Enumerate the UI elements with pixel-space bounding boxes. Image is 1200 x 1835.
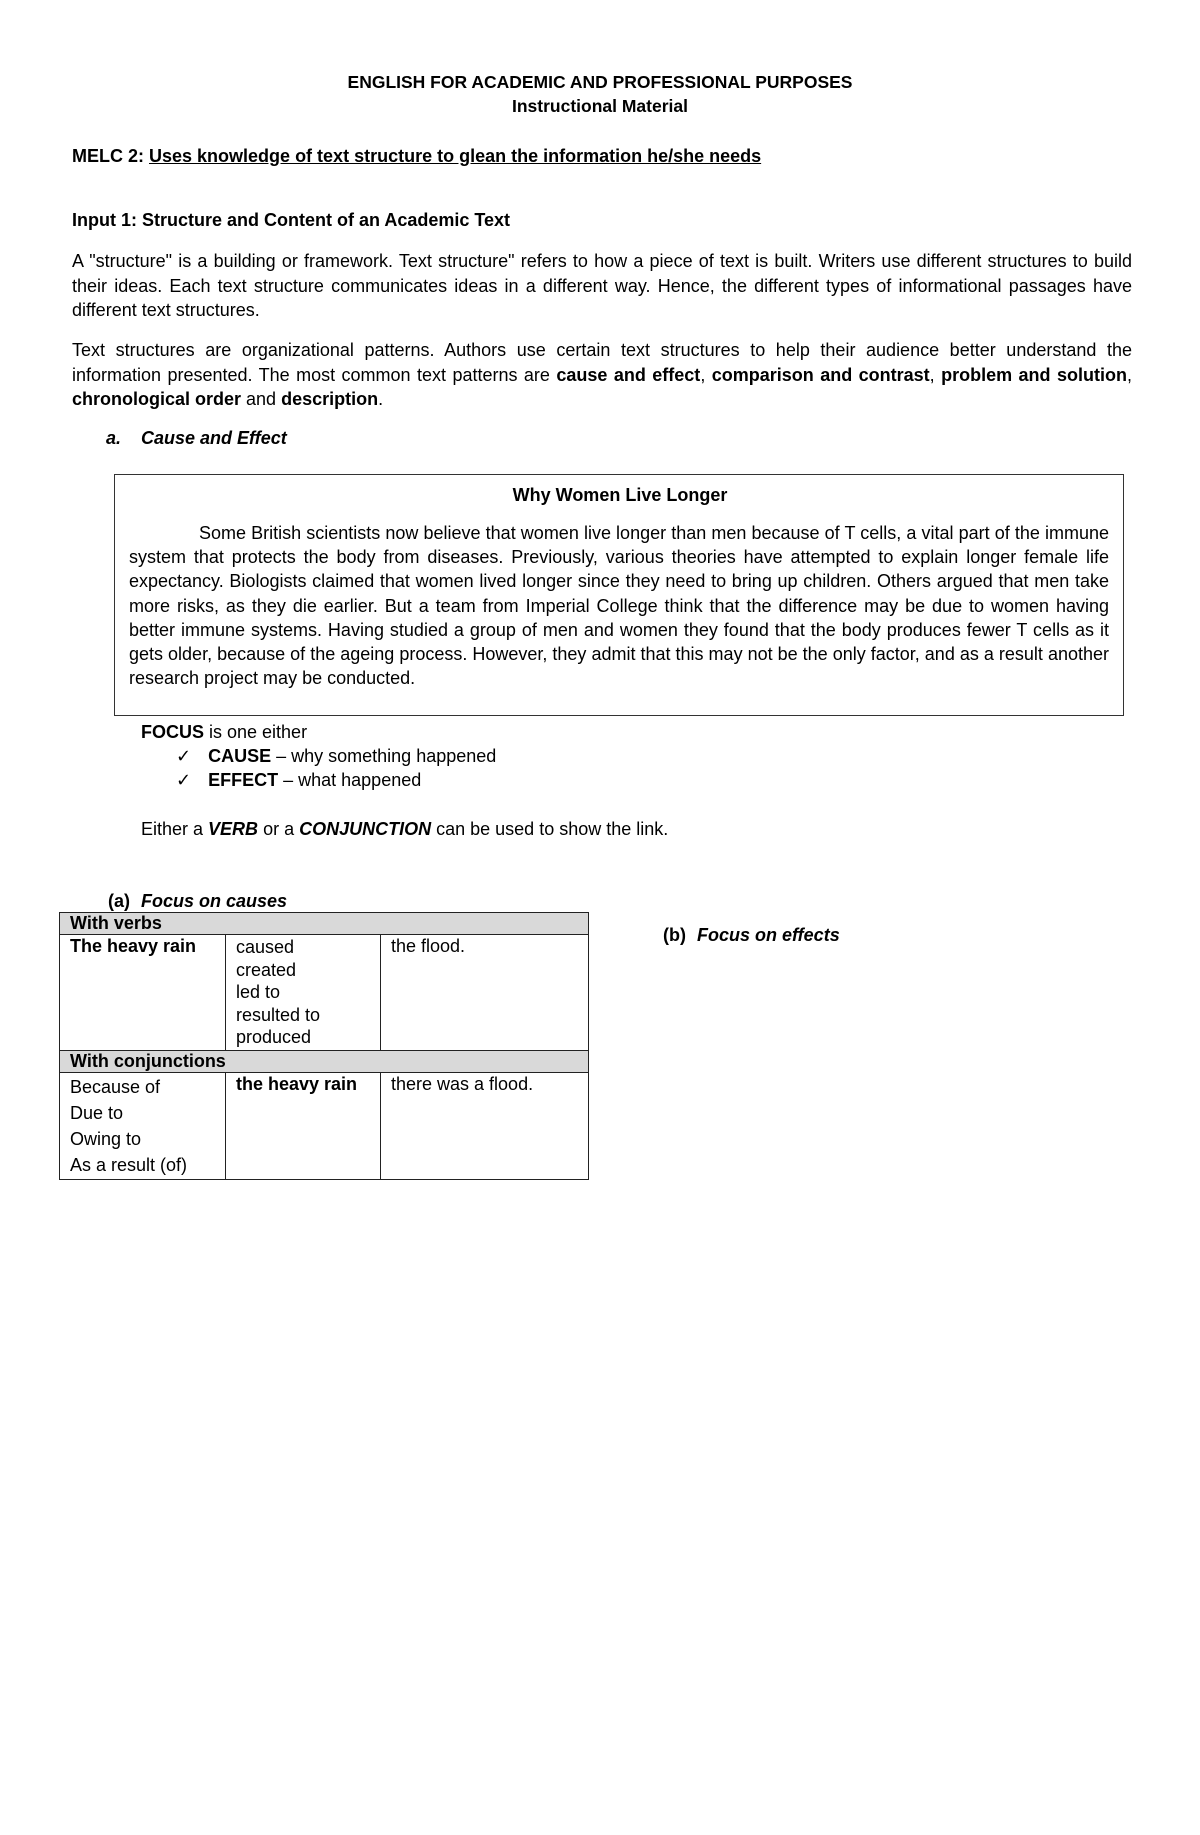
conjunctions-result: there was a flood. [381,1072,589,1179]
verbs-header: With verbs [60,913,589,935]
verbs-list: caused created led to resulted to produced [226,935,381,1051]
conjunctions-list: Because of Due to Owing to As a result (of) [60,1072,226,1179]
checkmark-icon: ✓ [176,746,192,766]
verb-term: VERB [208,819,259,839]
input1-heading: Input 1: Structure and Content of an Academic Text [72,210,511,230]
cause-effect-table [59,912,589,1180]
checkmark-icon: ✓ [176,770,192,790]
input1-paragraph-2: Text structures are organizational patterns. Authors use certain text structures to help their audience better understand the information presented. The most common text patterns are cause and effect, comparison and contrast, problem and solution, chronological order and description. [72,340,1132,409]
conjunctions-header: With conjunctions [60,1050,589,1072]
pattern-description: description [281,389,379,409]
melc-line [72,146,761,167]
focus-causes-heading: (a) Focus on causes [108,891,288,911]
melc-label: MELC 2: [72,146,144,166]
pattern-comparison: comparison and contrast [711,364,930,385]
melc-text: Uses knowledge of text structure to glean the information he/she needs [149,146,762,166]
link-line: Either a VERB or a CONJUNCTION can be used to show the link. [141,819,669,839]
passage-body: Some British scientists now believe that women live longer than men because of T cells, a vital part of the immune system that protects the body from diseases. Previously, various theories have attempted to explain longer female life expectancy. Biologists claimed that women lived longer since they need to bring up children. Others argued that men take more risks, as they die earlier. But a team from Imperial College think that the difference may be due to women having better immune systems. Having studied a group of men and women they found that the body produces fewer T cells as it gets older, because of the ageing process. However, they admit that this may not be the only factor, and as a result another research project may be conducted. [129,523,1109,689]
section-a-title: Cause and Effect [141,428,287,448]
pattern-cause-effect: cause and effect [556,364,701,385]
passage-title: Why Women Live Longer [512,485,728,505]
conjunctions-subject: the heavy rain [226,1072,381,1179]
document-subtitle: Instructional Material [511,96,688,116]
verbs-subject: The heavy rain [60,935,226,1051]
focus-item-effect: ✓ EFFECT – what happened [176,770,422,790]
input1-paragraph-1: A "structure" is a building or framework. Text structure" refers to how a piece of text is built. Writers use different structures to build their ideas. Each text structure communicates ideas in a different way. Hence, the different types of informational passages have different text structures. [72,251,1132,320]
document-title: ENGLISH FOR ACADEMIC AND PROFESSIONAL PURPOSES [347,72,853,92]
pattern-problem-solution: problem and solution [941,364,1127,385]
verbs-result: the flood. [381,935,589,1051]
focus-item-cause: ✓ CAUSE – why something happened [176,746,497,766]
pattern-chronological: chronological order [72,389,242,409]
focus-line: FOCUS is one either [141,722,308,742]
passage-box [114,474,1124,716]
conjunction-term: CONJUNCTION [299,819,432,839]
focus-label: FOCUS [141,722,204,742]
section-a-marker: a. [106,428,122,448]
focus-effects-heading: (b) Focus on effects [663,925,840,945]
